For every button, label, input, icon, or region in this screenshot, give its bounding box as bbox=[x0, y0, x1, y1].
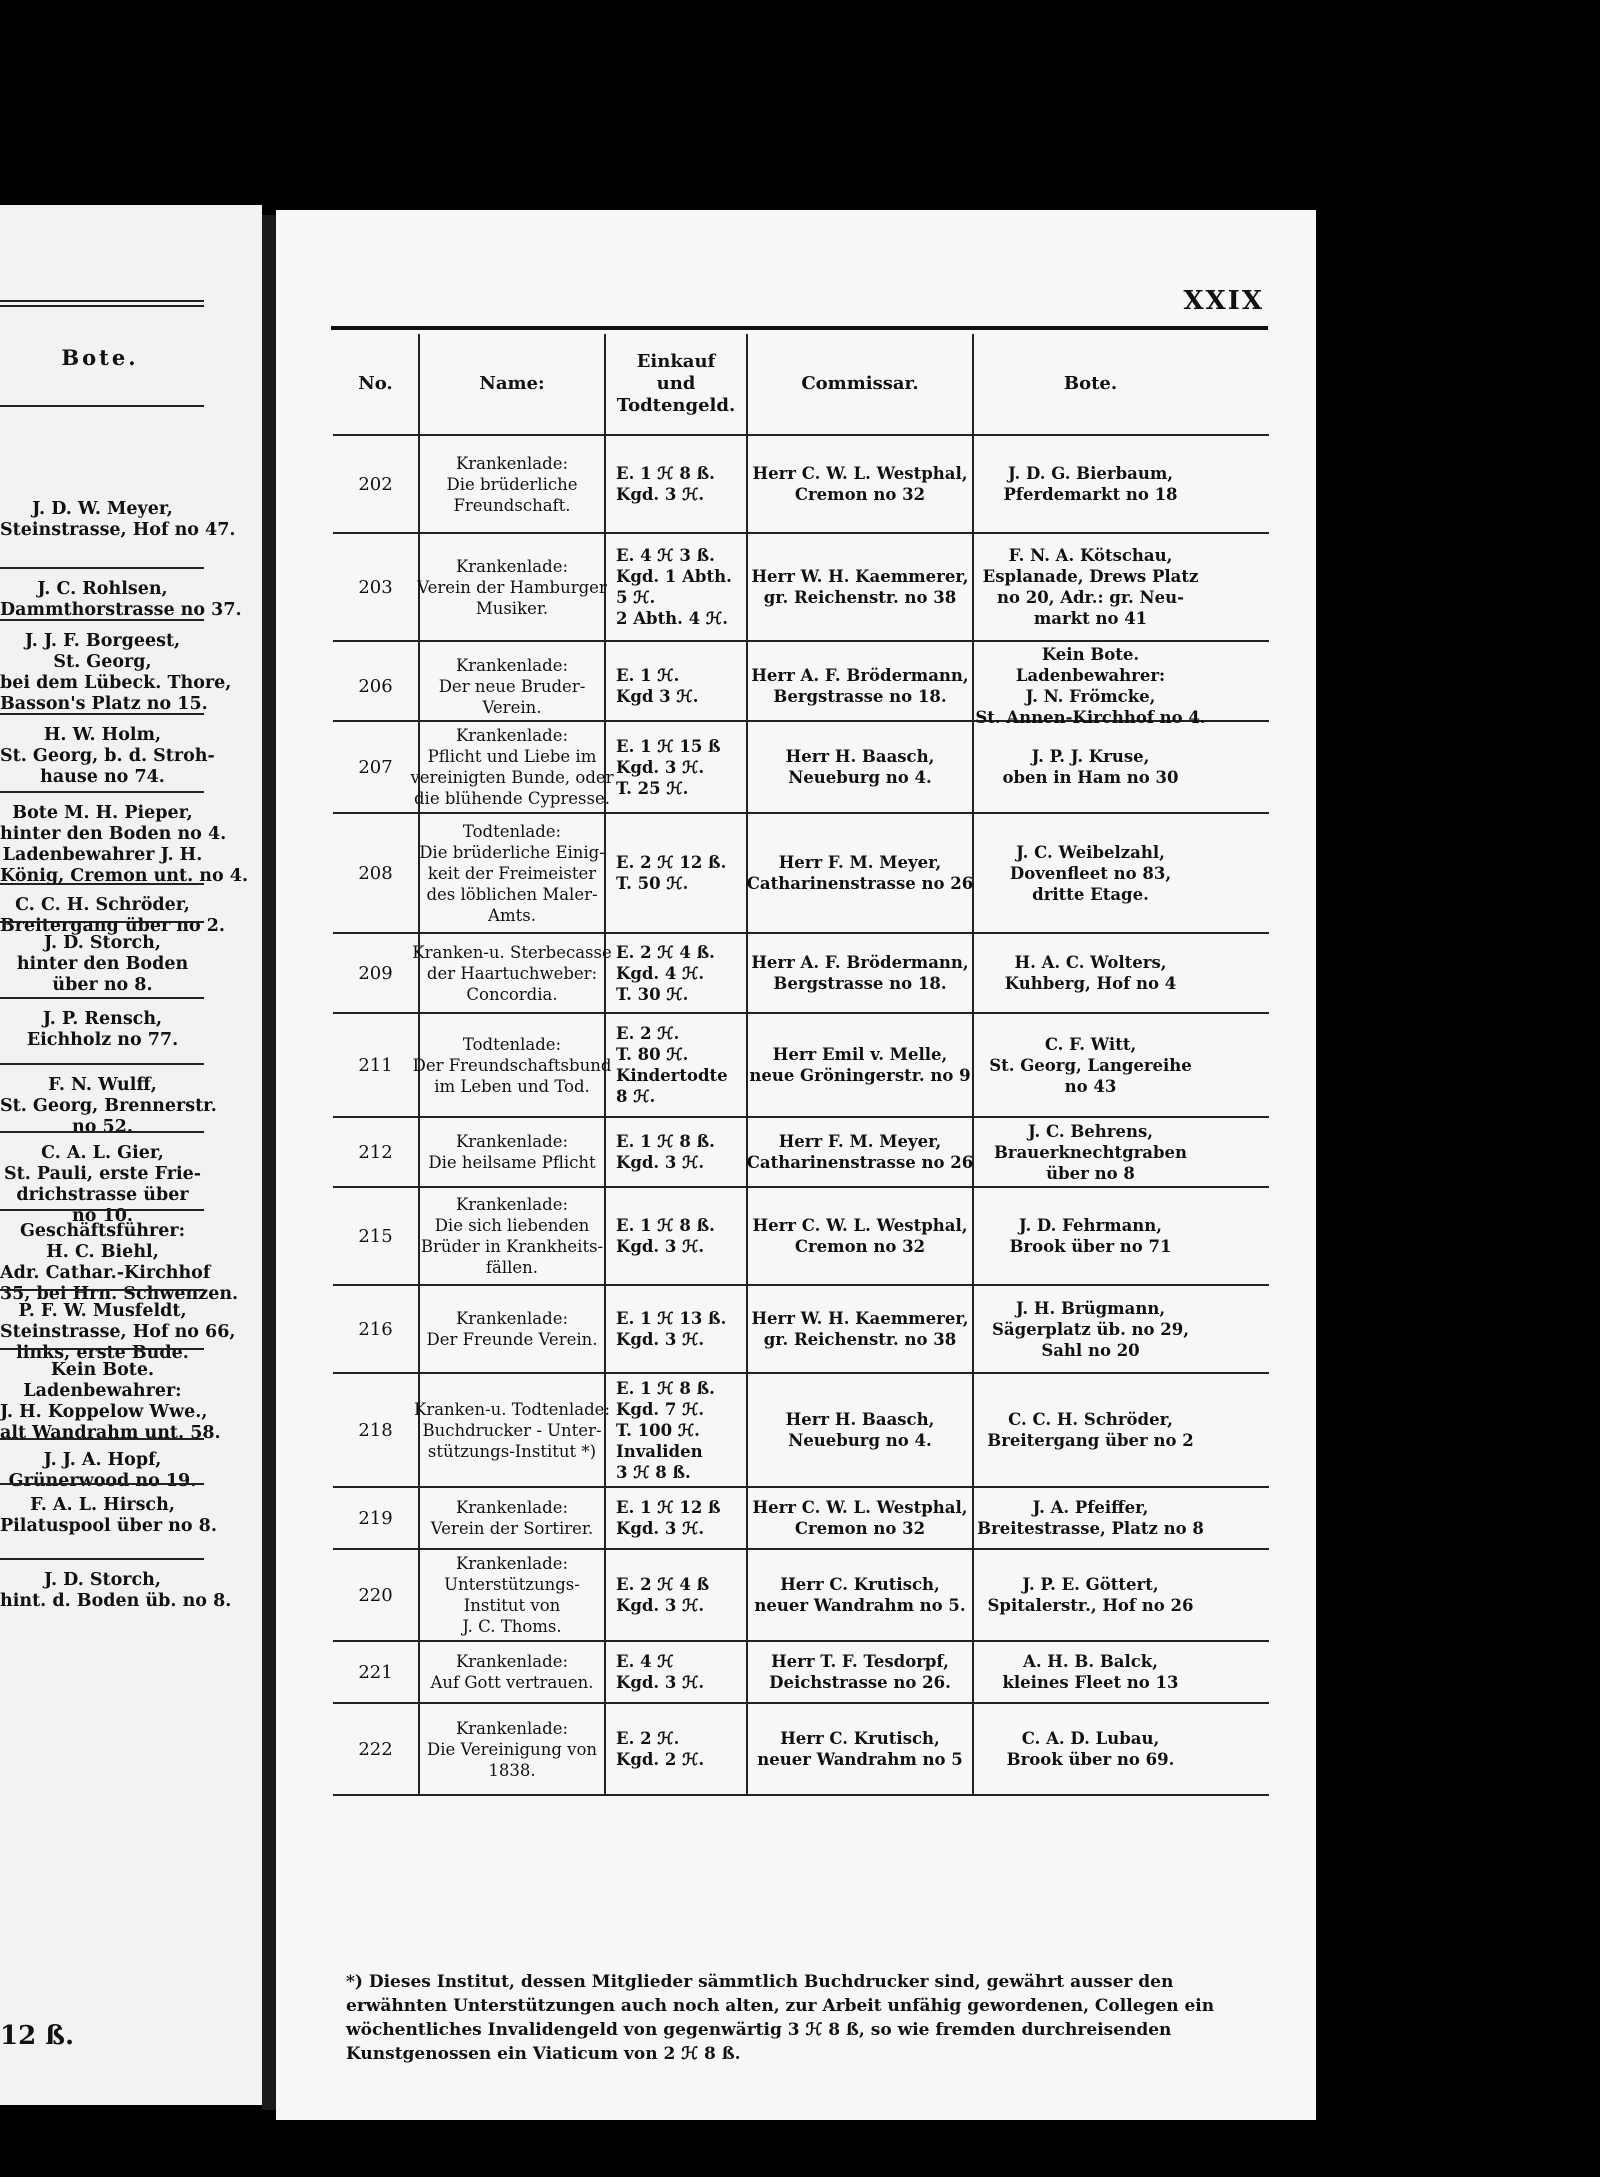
commissar-cell: Herr C. Krutisch, neuer Wandrahm no 5 bbox=[748, 1704, 974, 1794]
table-row bbox=[333, 1642, 1269, 1704]
right-page bbox=[276, 210, 1316, 2120]
page-number: XXIX bbox=[1183, 286, 1264, 316]
table-row bbox=[333, 1488, 1269, 1550]
commissar-cell: Herr W. H. Kaemmerer, gr. Reichenstr. no 38 bbox=[748, 1286, 974, 1372]
left-entry: Bote M. H. Pieper, hinter den Boden no 4. Ladenbewahrer J. H. König, Cremon unt. no 4. bbox=[0, 803, 249, 886]
bote-cell: J. C. Weibelzahl, Dovenfleet no 83, dritte Etage. bbox=[1009, 842, 1172, 904]
bote-cell: A. H. B. Balck, kleines Fleet no 13 bbox=[1002, 1652, 1179, 1692]
row-number: 207 bbox=[333, 722, 420, 812]
society-name: Krankenlade: Verein der Hamburger Musiker. bbox=[420, 534, 606, 640]
left-entry: J. C. Rohlsen, Dammthorstrasse no 37. bbox=[0, 579, 242, 620]
row-number: 212 bbox=[333, 1118, 420, 1186]
left-page bbox=[0, 205, 262, 2105]
row-number: 202 bbox=[333, 436, 420, 532]
left-column-header: Bote. bbox=[61, 345, 139, 370]
row-number: 221 bbox=[333, 1642, 420, 1702]
commissar-cell: Herr C. W. L. Westphal, Cremon no 32 bbox=[748, 436, 974, 532]
commissar-cell: Herr H. Baasch, Neueburg no 4. bbox=[748, 722, 974, 812]
left-row-rule bbox=[0, 921, 204, 923]
left-row-rule bbox=[0, 1209, 204, 1211]
row-number: 215 bbox=[333, 1188, 420, 1284]
row-number: 208 bbox=[333, 814, 420, 932]
left-row-rule bbox=[0, 1483, 204, 1485]
society-name: Todtenlade: Der Freundschaftsbund im Leben und Tod. bbox=[420, 1014, 606, 1116]
commissar-cell: Herr F. M. Meyer, Catharinenstrasse no 26 bbox=[748, 814, 974, 932]
bote-cell: J. D. G. Bierbaum, Pferdemarkt no 18 bbox=[1003, 464, 1178, 504]
bote-cell: J. D. Fehrmann, Brook über no 71 bbox=[1009, 1216, 1172, 1256]
top-double-rule bbox=[331, 326, 1268, 330]
left-row-rule bbox=[0, 883, 204, 885]
commissar-cell: Herr A. F. Brödermann, Bergstrasse no 18. bbox=[748, 642, 974, 730]
left-row-rule bbox=[0, 567, 204, 569]
fee-cell: E. 1 ℋ 15 ß Kgd. 3 ℋ. T. 25 ℋ. bbox=[606, 722, 748, 812]
left-entry: J. D. Storch, hinter den Boden über no 8. bbox=[16, 933, 189, 995]
commissar-cell: Herr A. F. Brödermann, Bergstrasse no 18. bbox=[748, 934, 974, 1012]
row-number: 216 bbox=[333, 1286, 420, 1372]
bote-cell: Kein Bote. Ladenbewahrer: J. N. Frömcke, St. Annen-Kirchhof no 4. bbox=[975, 645, 1206, 727]
left-row-rule bbox=[0, 619, 204, 621]
left-entry: P. F. W. Musfeldt, Steinstrasse, Hof no 66, links, erste Bude. bbox=[0, 1301, 236, 1363]
left-entry: J. P. Rensch, Eichholz no 77. bbox=[26, 1009, 179, 1050]
left-page-footer: 12 ß. bbox=[0, 2021, 75, 2051]
left-entry: Kein Bote. Ladenbewahrer: J. H. Koppelow Wwe., alt Wandrahm unt. 58. bbox=[0, 1360, 221, 1443]
bote-cell: H. A. C. Wolters, Kuhberg, Hof no 4 bbox=[1004, 953, 1177, 993]
fee-cell: E. 1 ℋ 8 ß. Kgd. 3 ℋ. bbox=[606, 436, 748, 532]
society-name: Krankenlade: Pflicht und Liebe im vereinigten Bunde, oder die blühende Cypresse. bbox=[420, 722, 606, 812]
society-name: Kranken-u. Sterbecasse der Haartuchweber: Concordia. bbox=[420, 934, 606, 1012]
bote-cell: C. F. Witt, St. Georg, Langereihe no 43 bbox=[989, 1034, 1192, 1096]
fee-cell: E. 1 ℋ 8 ß. Kgd. 3 ℋ. bbox=[606, 1188, 748, 1284]
row-number: 211 bbox=[333, 1014, 420, 1116]
left-row-rule bbox=[0, 1558, 204, 1560]
fee-cell: E. 1 ℋ 13 ß. Kgd. 3 ℋ. bbox=[606, 1286, 748, 1372]
left-row-rule bbox=[0, 1131, 204, 1133]
row-number: 220 bbox=[333, 1550, 420, 1640]
table-row bbox=[333, 1550, 1269, 1642]
table-row bbox=[333, 934, 1269, 1014]
society-name: Kranken-u. Todtenlade: Buchdrucker - Unter- stützungs-Institut *) bbox=[420, 1374, 606, 1486]
header-commissar: Commissar. bbox=[748, 334, 974, 434]
fee-cell: E. 2 ℋ 12 ß. T. 50 ℋ. bbox=[606, 814, 748, 932]
left-row-rule bbox=[0, 997, 204, 999]
society-name: Krankenlade: Auf Gott vertrauen. bbox=[420, 1642, 606, 1702]
commissar-cell: Herr F. M. Meyer, Catharinenstrasse no 26 bbox=[748, 1118, 974, 1186]
table-row bbox=[333, 722, 1269, 814]
commissar-cell: Herr W. H. Kaemmerer, gr. Reichenstr. no 38 bbox=[748, 534, 974, 640]
table-row bbox=[333, 642, 1269, 727]
left-entry: J. J. F. Borgeest, St. Georg, bei dem Lübeck. Thore, Basson's Platz no 15. bbox=[0, 631, 232, 714]
left-row-rule bbox=[0, 791, 204, 793]
row-number: 203 bbox=[333, 534, 420, 640]
society-name: Todtenlade: Die brüderliche Einig- keit der Freimeister des löblichen Maler- Amts. bbox=[420, 814, 606, 932]
left-entry: J. D. Storch, hint. d. Boden üb. no 8. bbox=[0, 1570, 232, 1611]
left-row-rule bbox=[0, 1063, 204, 1065]
left-top-rule bbox=[0, 300, 204, 302]
header-no: No. bbox=[333, 334, 420, 434]
header-fee: Einkauf und Todtengeld. bbox=[606, 334, 748, 434]
society-name: Krankenlade: Die heilsame Pflicht bbox=[420, 1118, 606, 1186]
fee-cell: E. 2 ℋ 4 ß. Kgd. 4 ℋ. T. 30 ℋ. bbox=[606, 934, 748, 1012]
header-name: Name: bbox=[420, 334, 606, 434]
bote-cell: J. P. J. Kruse, oben in Ham no 30 bbox=[1002, 747, 1179, 787]
fee-cell: E. 2 ℋ. Kgd. 2 ℋ. bbox=[606, 1704, 748, 1794]
bote-cell: C. A. D. Lubau, Brook über no 69. bbox=[1006, 1729, 1175, 1769]
table-row bbox=[333, 814, 1269, 934]
table-row bbox=[333, 1704, 1269, 1796]
row-number: 218 bbox=[333, 1374, 420, 1486]
commissar-cell: Herr C. W. L. Westphal, Cremon no 32 bbox=[748, 1488, 974, 1548]
footnote: *) Dieses Institut, dessen Mitglieder sämmtlich Buchdrucker sind, gewährt ausser den erwähnten Unterstützungen auch noch alten, zur Arbeit unfähig gewordenen, Collegen ein wöchentliches Invalidengeld von gegenwärtig 3 ℋ 8 ß, so wie fremden durchreisenden Kunstgenossen ein Viaticum von 2 ℋ 8 ß. bbox=[346, 1972, 1215, 2064]
book-gutter bbox=[262, 215, 276, 2110]
left-entry: F. A. L. Hirsch, Pilatuspool über no 8. bbox=[0, 1495, 217, 1536]
bote-cell: C. C. H. Schröder, Breitergang über no 2 bbox=[987, 1410, 1194, 1450]
left-entry: H. W. Holm, St. Georg, b. d. Stroh- hause no 74. bbox=[0, 725, 215, 787]
header-bote: Bote. bbox=[1063, 373, 1118, 394]
left-entry: J. J. A. Hopf, Grünerwood no 19. bbox=[8, 1450, 197, 1491]
left-top-rule-2 bbox=[0, 305, 204, 307]
bote-cell: J. H. Brügmann, Sägerplatz üb. no 29, Sahl no 20 bbox=[991, 1298, 1190, 1360]
fee-cell: E. 1 ℋ 12 ß Kgd. 3 ℋ. bbox=[606, 1488, 748, 1548]
table-row bbox=[333, 1374, 1269, 1488]
table-row bbox=[333, 534, 1269, 642]
table-row bbox=[333, 1014, 1269, 1118]
left-row-rule bbox=[0, 1348, 204, 1350]
fee-cell: E. 2 ℋ. T. 80 ℋ. Kindertodte 8 ℋ. bbox=[606, 1014, 748, 1116]
left-entry: F. N. Wulff, St. Georg, Brennerstr. no 52. bbox=[0, 1075, 217, 1137]
fee-cell: E. 2 ℋ 4 ß Kgd. 3 ℋ. bbox=[606, 1550, 748, 1640]
fee-cell: E. 1 ℋ 8 ß. Kgd. 3 ℋ. bbox=[606, 1118, 748, 1186]
bote-cell: J. P. E. Göttert, Spitalerstr., Hof no 26 bbox=[987, 1575, 1194, 1615]
table-row bbox=[333, 1118, 1269, 1188]
commissar-cell: Herr C. Krutisch, neuer Wandrahm no 5. bbox=[748, 1550, 974, 1640]
fee-cell: E. 4 ℋ Kgd. 3 ℋ. bbox=[606, 1642, 748, 1702]
society-name: Krankenlade: Die brüderliche Freundschaft. bbox=[420, 436, 606, 532]
society-name: Krankenlade: Unterstützungs- Institut von J. C. Thoms. bbox=[420, 1550, 606, 1640]
society-name: Krankenlade: Die Vereinigung von 1838. bbox=[420, 1704, 606, 1794]
table-row bbox=[333, 1286, 1269, 1374]
society-name: Krankenlade: Die sich liebenden Brüder in Krankheits- fällen. bbox=[420, 1188, 606, 1284]
fee-cell: E. 4 ℋ 3 ß. Kgd. 1 Abth. 5 ℋ. 2 Abth. 4 ℋ. bbox=[606, 534, 748, 640]
row-number: 222 bbox=[333, 1704, 420, 1794]
table-header bbox=[333, 334, 1269, 436]
left-header-rule bbox=[0, 405, 204, 407]
commissar-cell: Herr C. W. L. Westphal, Cremon no 32 bbox=[748, 1188, 974, 1284]
society-name: Krankenlade: Der Freunde Verein. bbox=[420, 1286, 606, 1372]
row-number: 206 bbox=[333, 642, 420, 730]
society-name: Krankenlade: Verein der Sortirer. bbox=[420, 1488, 606, 1548]
bote-cell: F. N. A. Kötschau, Esplanade, Drews Platz no 20, Adr.: gr. Neu- markt no 41 bbox=[982, 546, 1199, 628]
fee-cell: E. 1 ℋ 8 ß. Kgd. 7 ℋ. T. 100 ℋ. Invaliden 3 ℋ 8 ß. bbox=[606, 1374, 748, 1486]
society-table bbox=[333, 334, 1269, 1796]
society-name: Krankenlade: Der neue Bruder- Verein. bbox=[420, 642, 606, 730]
bote-cell: J. A. Pfeiffer, Breitestrasse, Platz no 8 bbox=[977, 1498, 1204, 1538]
left-row-rule bbox=[0, 1438, 204, 1440]
bote-cell: J. C. Behrens, Brauerknechtgraben über no 8 bbox=[993, 1121, 1188, 1183]
left-row-rule bbox=[0, 713, 204, 715]
fee-cell: E. 1 ℋ. Kgd 3 ℋ. bbox=[606, 642, 748, 730]
left-row-rule bbox=[0, 1289, 204, 1291]
row-number: 219 bbox=[333, 1488, 420, 1548]
left-entry: Geschäftsführer: H. C. Biehl, Adr. Cathar.-Kirchhof 35, bei Hrn. Schwenzen. bbox=[0, 1221, 239, 1304]
commissar-cell: Herr H. Baasch, Neueburg no 4. bbox=[748, 1374, 974, 1486]
left-entry: C. A. L. Gier, St. Pauli, erste Frie- drichstrasse über no 10. bbox=[3, 1143, 202, 1226]
commissar-cell: Herr T. F. Tesdorpf, Deichstrasse no 26. bbox=[748, 1642, 974, 1702]
row-number: 209 bbox=[333, 934, 420, 1012]
table-row bbox=[333, 1188, 1269, 1286]
commissar-cell: Herr Emil v. Melle, neue Gröningerstr. no 9 bbox=[748, 1014, 974, 1116]
table-row bbox=[333, 436, 1269, 534]
left-entry: C. C. H. Schröder, Breitergang über no 2. bbox=[0, 895, 226, 936]
left-entry: J. D. W. Meyer, Steinstrasse, Hof no 47. bbox=[0, 499, 236, 540]
